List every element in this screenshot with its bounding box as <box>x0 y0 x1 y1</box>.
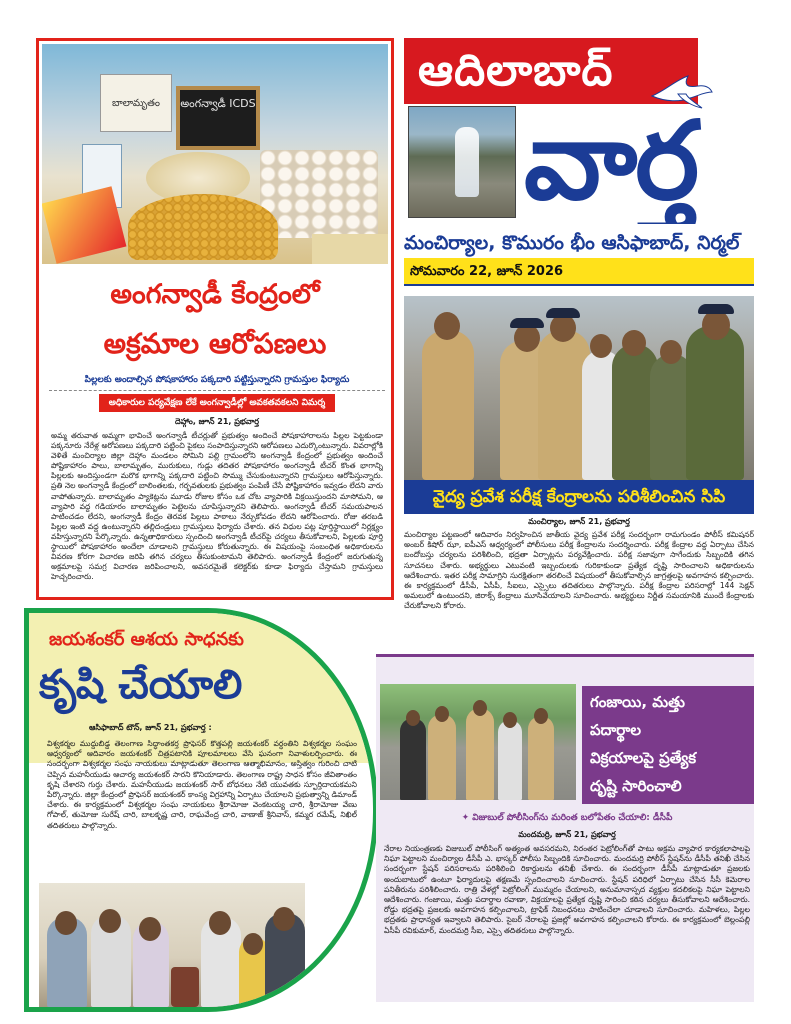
issue-date: సోమవారం 22, జూన్ 2026 <box>404 258 754 286</box>
story3-body: విశ్వకర్మల ముద్దుబిడ్డ తెలంగాణ సిద్ధాంతకర్త ప్రొఫెసర్ కొత్తపల్లి జయశంకర్ వర్ధంతిని విశ్వకర్మల సంఘం ఆధ్వర్యంలో ఆదివారం జయశంకర్ చిత్రపటానికి పూలమాలలు వేసి ఘనంగా నివాళులర్పించారు. ఈ సందర్భంగా విశ్వకర్మల సంఘ నాయకులు మాట్లాడుతూ తెలంగాణ ఆత్మాభిమానం, అస్తిత్వం గురించి చాటి చెప్పిన మహనీయుడు ఆచార్య జయశంకర్ సారని కొనియాడారు. తెలంగాణ రాష్ట్ర సాధన కోసం జీవితాంతం కృషి చేశారని గుర్తు చేశారు. మహనీయుడు జయశంకర్ సార్ బోధనలు నేటి యువతకు స్ఫూర్తిదాయకమని పేర్కొన్నారు. జిల్లా కేంద్రంలో ప్రొఫెసర్ జయశంకర్ కాంస్య విగ్రహాన్ని ఏర్పాటు చేయాలని ప్రభుత్వాన్ని డిమాండ్ చేశారు. ఈ కార్యక్రమంలో విశ్వకర్మల సంఘ నాయకులు శ్రీరామోజు వెంకటయ్య చారి, శ్రీరామోజు వేణు గోపాల్, తుమోజు సురేష్ చారి, బాలకృష్ణ చారి, రాఘవేంద్ర చారి, వాణాజ్ శ్రీనివాస్, కమ్మర రమేష్, నిఖిల్ తదితరులు పాల్గొన్నారు. <box>47 739 357 830</box>
tribute-group-photo <box>39 883 305 1007</box>
story-jayashankar <box>24 608 378 1012</box>
story-anganwadi <box>36 38 394 600</box>
story4-dateline: మందమర్రి, జూన్ 21, ప్రభవార్త <box>518 830 616 839</box>
story4-headline-line: విక్రయాలపై ప్రత్యేక <box>590 749 697 767</box>
photo-board-label: అంగన్వాడీ ICDS <box>176 86 260 150</box>
anganwadi-photo <box>42 44 388 264</box>
masthead-districts: మంచిర్యాల, కొమురం భీం ఆసిఫాబాద్, నిర్మల్ <box>404 232 740 254</box>
story4-headline-line: గంజాయి, మత్తు <box>590 693 685 711</box>
story3-kicker: జయశంకర్ ఆశయ సాధనకు <box>49 629 244 650</box>
story2-headline: వైద్య ప్రవేశ పరీక్ష కేంద్రాలను పరిశీలించిన సిపి <box>404 480 754 514</box>
story1-body: అమ్మ తరువాత అమ్మగా భావించే అంగన్వాడీ టీచర్లుతో ప్రభుత్వం అందించే పోషకాహారాలను పిల్లల పెట్టకుండా పక్కనూరు నేరేళ్ల అరోపణలు పక్కదారి పట్టించి పైకలు సంపాదిస్తున్నారని ఆరోపణలు ఎదుర్కొంటున్నారు. వివరాల్లోకి వెళితే మంచిర్యాల జిల్లా దెహ్గాం మండలం సోమిని పల్లి గ్రామంలోని అంగన్వాడీ కేంద్రంలో ప్రభుత్వం అందించే పోష్టికాహారం పాలు, బాలామృతం, మురుకులు, గుడ్లు తదితర పోషకాహారం అంగన్వాడీ టీచర్ కొంత భాగాన్ని పిల్లలకు అందిస్తుండగా మరొక భాగాన్ని పక్కదారి పట్టించి సొమ్ము చేసుకుంటున్నారని గ్రామస్తులు ఆరోపిస్తున్నారు. ప్రతి నెల అంగన్వాడీ కేంద్రంలో బాలింతలకు, గర్భవతులకు ప్రభుత్వం పంపిణీ చేసే పోష్టికాహారం ఇవ్వడం లేదని వారు వాపోతున్నారు. బాలామృతం ప్యాకెట్లను మూడు రోజుల కోసం ఒక చోట వ్యాపారికి విక్రయిస్తుందని మాసోమని, ఆ వ్యాపారి వద్ద గడియారం బాలామృతం పెట్టెలను చూపిస్తున్నారని తెలిపారు. అంగన్వాడీ టీచర్ సమయపాలన పాటించడం లేదని, అంగన్వాడీ కేంద్రం తెరవక పిల్లలు పాఠాలు నేర్చుకోవడం లేదని ఆరోపించారు. రోజు తరబడి పిల్లల ఇంటి వద్ద ఉంటున్నారని తల్లిదండ్రులు గ్రామస్తులు ఫిర్యాదు చేశారు. తన విధుల పట్ల పూర్తిస్థాయిలో నిర్లక్ష్యం వహిస్తున్నారని పేర్కొన్నారు. ఉన్నతాధికారులు స్పందించి అంగన్వాడీ టీచర్‌పై చర్యలు తీసుకోవాలని, పిల్లలకు పూర్తి స్థాయిలో పోషకాహారం అందేలా చూడాలని గ్రామస్తులు కోరుతున్నారు. ఈ విషయంపై సంబంధిత అధికారులను వివరణ కోరగా విచారణ జరిపి తగిన చర్యలు తీసుకుంటామని తెలిపారు. అంగన్వాడీ కేంద్రంలో జరుగుతున్న అక్రమాలపై సమగ్ర విచారణ జరిపించాలని, అవసరమైతే కలెక్టర్‌కు కూడా ఫిర్యాదు చేస్తామని గ్రామస్తులు హెచ్చరించారు. <box>51 431 383 582</box>
portrait-frame <box>171 967 199 1007</box>
story4-headline-line: దృష్టి సారించాలి <box>590 777 682 795</box>
story1-subhead: అధికారుల పర్యవేక్షణ లేకే అంగన్వాడీల్లో అవకతవకలని విమర్శ <box>99 394 335 412</box>
police-inspection-photo <box>404 296 754 480</box>
story4-body: నేరాల నియంత్రణకు విజుబుల్ పోలీసింగ్ అత్యంత అవసరమని, నిరంతర పెట్రోలింగ్‌తో పాటు అక్రమ వ్యాపార కార్యకలాపాలపై నిఘా పెట్టాలని మంచిర్యాల డీసీపీ ఎ. భాస్కర్ పోలీసు సిబ్బందికి సూచించారు. మందమర్రి పోలీస్ స్టేషన్‌ను డీసీపీ తనిఖీ చేసిన సందర్భంగా స్టేషన్ పరిసరాలను పరిశీలించి రికార్డులను తనిఖీ చేశారు. ఈ సందర్భంగా డీసీపీ మాట్లాడుతూ ప్రజలకు అందుబాటులో ఉంటూ ఫిర్యాదులపై తక్షణమే స్పందించాలని సూచించారు. స్టేషన్ పరిధిలో ఏర్పాటు చేసిన సీసీ కెమెరాల పనితీరును పరిశీలించారు. రాత్రి వేళల్లో పెట్రోలింగ్ ముమ్మరం చేయాలని, అనుమానాస్పద వ్యక్తుల కదలికలపై నిఘా పెట్టాలని ఆదేశించారు. గంజాయి, మత్తు పదార్థాల రవాణా, విక్రయాలపై ప్రత్యేక దృష్టి సారించి కఠిన చర్యలు తీసుకోవాలని ఆదేశించారు. రోడ్డు భద్రతపై ప్రజలకు అవగాహన కల్పించాలని, ట్రాఫిక్ నిబంధనలు పాటించేలా చూడాలని సూచించారు. మహిళలు, పిల్లల భద్రతకు ప్రాధాన్యత ఇవ్వాలని తెలిపారు. సైబర్ నేరాలపై ప్రజల్లో అవగాహన కల్పించాలని కోరారు. ఈ కార్యక్రమంలో బెల్లంపల్లి ఏసీపీ రవికుమార్, మందమర్రి సీఐ, ఎస్సై తదితరులు పాల్గొన్నారు. <box>384 844 750 935</box>
story2-dateline: మంచిర్యాల, జూన్ 21, ప్రభవార్త <box>528 517 630 526</box>
story1-dateline: దెహ్గాం, జూన్ 21, ప్రభవార్త <box>174 417 260 426</box>
dcp-inspection-photo <box>380 684 576 800</box>
story4-deck: ✦ విజుబుల్ పోలీసింగ్‌ను మరింత బలోపేతం చేయాలి: డీసీపీ <box>461 813 673 823</box>
story4-headline <box>582 686 754 804</box>
story3-dateline: ఆసిఫాబాద్ టౌన్, జూన్ 21, ప్రభవార్త : <box>89 723 212 732</box>
divider <box>49 390 385 391</box>
photo-bag-label: బాలామృతం <box>100 74 172 132</box>
story1-headline-line2: అక్రమాల ఆరోపణలు <box>103 327 327 360</box>
masthead-waterfall-photo <box>408 106 516 218</box>
masthead-title-red: ఆదిలాబాద్ <box>404 38 698 104</box>
masthead-title-blue: వార్త <box>524 100 698 224</box>
story1-deck: పిల్లలకు అందాల్సిన పోషకాహారం పక్కదారి పట్టిస్తున్నారని గ్రామస్తుల ఫిర్యాదు <box>84 375 350 385</box>
story3-headline: కృషి చేయాలి <box>39 662 243 708</box>
story1-headline-line1: అంగన్వాడీ కేంద్రంలో <box>110 279 320 310</box>
story2-body: మంచిర్యాల పట్టణంలో ఆదివారం నిర్వహించిన జాతీయ వైద్య ప్రవేశ పరీక్ష సందర్భంగా రామగుండం పోలీస్ కమిషనర్ అంబర్ కిషోర్ ఝా, ఐపీఎస్ ఆధ్వర్యంలో పోలీసులు పరీక్ష కేంద్రాలను సందర్శించారు. పరీక్ష కేంద్రాల వద్ద ఏర్పాటు చేసిన బందోబస్తు చర్యలను పరిశీలించి, భద్రతా ఏర్పాట్లను పర్యవేక్షించారు. పరీక్ష సజావుగా సాగేందుకు సిబ్బందికి తగిన సూచనలు చేశారు. అభ్యర్థులు ఎటువంటి ఇబ్బందులకు గురికాకుండా ప్రత్యేక దృష్టి సారించాలని అధికారులను ఆదేశించారు. ఇతర పరీక్ష సామాగ్రిని సురక్షితంగా తరలించే విషయంలో తీసుకోవాల్సిన జాగ్రత్తలపై అవగాహన కల్పించారు. ఈ కార్యక్రమంలో డీసీపీ, ఏసీపీ, సీఐలు, ఎస్సైలు తదితరులు పాల్గొన్నారు. పరీక్ష కేంద్రాల పరిసరాల్లో 144 సెక్షన్ అమలులో ఉంటుందని, జిరాక్స్ కేంద్రాలు మూసివేయాలని సూచించారు. అభ్యర్థులు నిర్ణీత సమయానికి ముందే కేంద్రాలకు చేరుకోవాలని కోరారు. <box>404 530 754 611</box>
story4-headline-line: పదార్థాల <box>590 721 641 739</box>
